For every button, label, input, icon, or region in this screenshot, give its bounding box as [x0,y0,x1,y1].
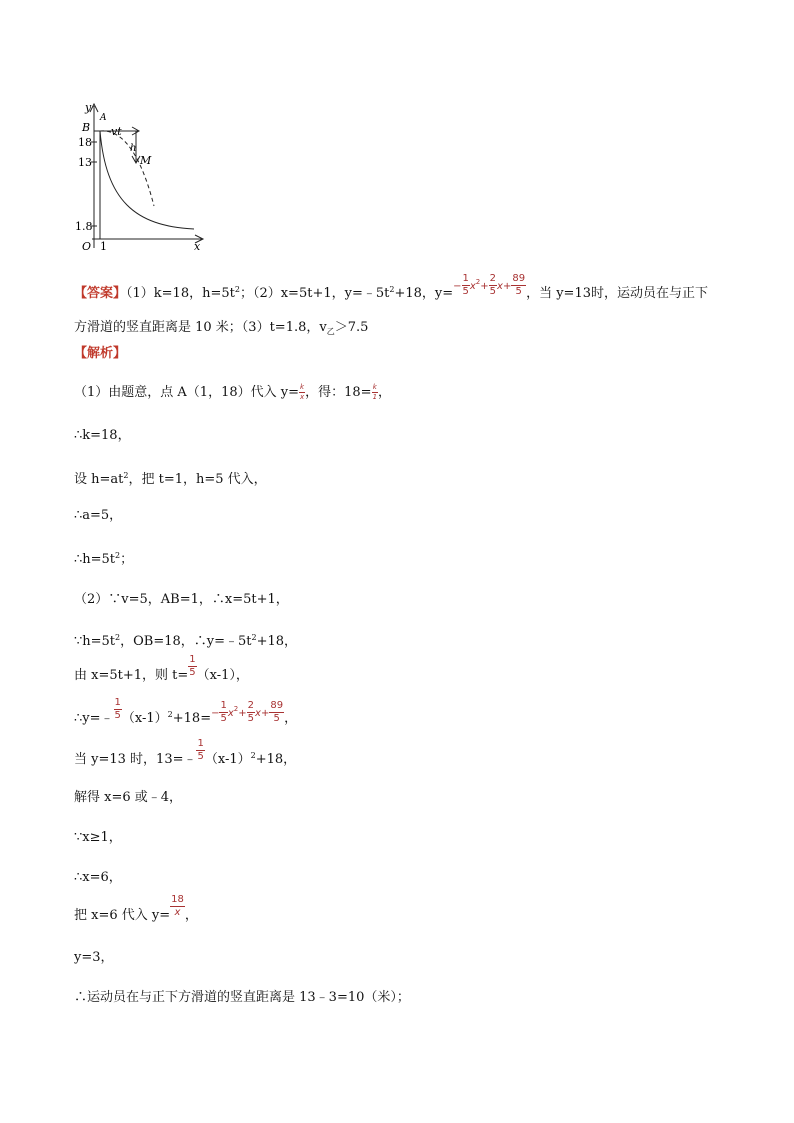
frac-89-5 [269,701,284,724]
text: +18， [255,752,297,767]
sup: 2 [250,751,256,760]
analysis-line-12: ∵x≥1， [74,830,122,845]
sup: 2 [123,471,129,480]
tick-label-13: 13 [78,156,92,169]
sup: 2 [115,551,121,560]
text: 由 x=5t+1，则 t= [74,668,189,683]
frac-18-x [170,895,185,918]
analysis-line-15: y=3， [74,950,114,965]
plus: + [238,708,247,719]
text: （x-1）， [196,668,249,683]
analysis-line-8 [74,654,249,684]
label-O: O [82,240,92,253]
tick-label-18: 18 [78,136,92,149]
frac-2-5 [247,701,255,724]
den: x [174,907,181,918]
den: 5 [189,667,196,678]
plus: + [502,281,512,292]
analysis-line-10 [74,738,297,768]
text: ； [120,552,134,567]
answer-text-4: ，当 y=13时，运动员在与正下 [526,286,708,301]
label-B: B [82,121,91,134]
den: 5 [489,286,497,297]
analysis-line-4: ∴a=5， [74,508,123,523]
text: ， [284,711,298,726]
analysis-line-7 [74,630,297,650]
text: +18， [256,634,298,649]
analysis-line-13: ∴x=6， [74,870,122,885]
num: 18 [171,894,184,905]
tick-label-1: 1 [100,240,107,253]
frac-89-5 [511,274,526,297]
answer-label: 【答案】 [74,286,127,301]
frac-1-5 [196,739,204,762]
num: 1 [462,273,469,284]
num: 2 [247,700,255,711]
answer-text-1: （1）k=18，h=5t [126,286,235,301]
text: （x-1） [121,711,168,726]
den: 5 [220,713,227,724]
analysis-line-1 [74,384,391,401]
text: ， [184,908,198,923]
text: ∴y=﹣ [74,711,114,726]
text: +18= [172,711,212,726]
sup: 2 [233,705,239,713]
num: k [372,383,377,391]
answer-formula [453,274,526,297]
frac-1-5 [114,698,122,721]
text: 当 y=13 时，13=﹣ [74,752,197,767]
analysis-line-6: （2）∵v=5，AB=1，∴x=5t+1， [74,592,289,607]
analysis-line-3 [74,468,267,488]
num: k [300,383,305,391]
frac-1-5 [188,655,196,678]
var-x: x [227,708,234,719]
answer-text-3: +18，y= [394,286,454,301]
frac-2-5 [489,274,497,297]
analysis-line-16: ∴运动员在与正下方滑道的竖直距离是 13﹣3=10（米）； [74,990,410,1005]
analysis-label-text: 【解析】 [74,346,127,361]
num: 1 [197,738,204,749]
text: ， [378,385,392,400]
text: 设 h=at [74,472,124,487]
sup: 2 [389,285,395,294]
var-x: x [255,708,261,719]
label-A: A [100,113,107,123]
label-x: x [194,240,201,253]
frac-1-5 [462,274,470,297]
num: 2 [489,273,497,284]
text: ，把 t=1，h=5 代入， [128,472,267,487]
plus: + [260,708,270,719]
text: 把 x=6 代入 y= [74,908,171,923]
graph-figure [74,100,214,255]
sup: 2 [115,633,121,642]
num: 1 [189,654,196,665]
num: 89 [512,273,526,284]
den: x [299,393,305,401]
den: 5 [462,286,469,297]
text: ，得：18= [305,385,372,400]
den: 5 [197,751,204,762]
text: ∵h=5t [74,634,116,649]
answer-text-6: ＞7.5 [334,320,369,335]
analysis-line-5 [74,548,133,568]
parabola-dashed [100,131,154,206]
label-y: y [85,101,92,114]
den: 5 [273,713,280,724]
analysis-line-2: ∴k=18， [74,428,131,443]
frac-1-5 [219,701,227,724]
minus: − [453,281,462,292]
analysis-line-11: 解得 x=6 或﹣4， [74,790,183,805]
text: ，OB=18，∴y=﹣5t [120,634,252,649]
num: 1 [114,697,121,708]
den: 1 [372,393,378,401]
analysis-line-14 [74,894,198,924]
den: 5 [114,710,121,721]
answer-text-5: 方滑道的竖直距离是 10 米；（3）t=1.8，v [74,320,327,335]
expanded-formula [211,701,284,724]
var-x: x [469,281,476,292]
sup: 2 [475,278,481,286]
minus: − [211,708,220,719]
sub: 乙 [326,327,335,336]
analysis-label [74,346,126,362]
sup: 2 [251,633,257,642]
analysis-line-9 [74,697,298,727]
label-vt: vt [111,125,122,138]
num: 1 [220,700,227,711]
sup: 2 [167,710,173,719]
text: （x-1） [204,752,251,767]
answer-text-2: ；（2）x=5t+1，y=﹣5t [239,286,390,301]
tick-label-1-8: 1.8 [75,220,93,233]
sup: 2 [234,285,240,294]
text: （1）由题意，点 A（1，18）代入 y= [74,385,299,400]
answer-line-2 [74,320,368,340]
plus: + [480,281,489,292]
den: 5 [515,286,522,297]
label-M: M [140,154,152,167]
den: 5 [247,713,255,724]
text: ∴h=5t [74,552,116,567]
hyperbola-curve [100,131,194,229]
label-h: h [130,143,137,154]
var-x: x [497,281,503,292]
num: 89 [270,700,284,711]
answer-line-1 [74,273,708,302]
